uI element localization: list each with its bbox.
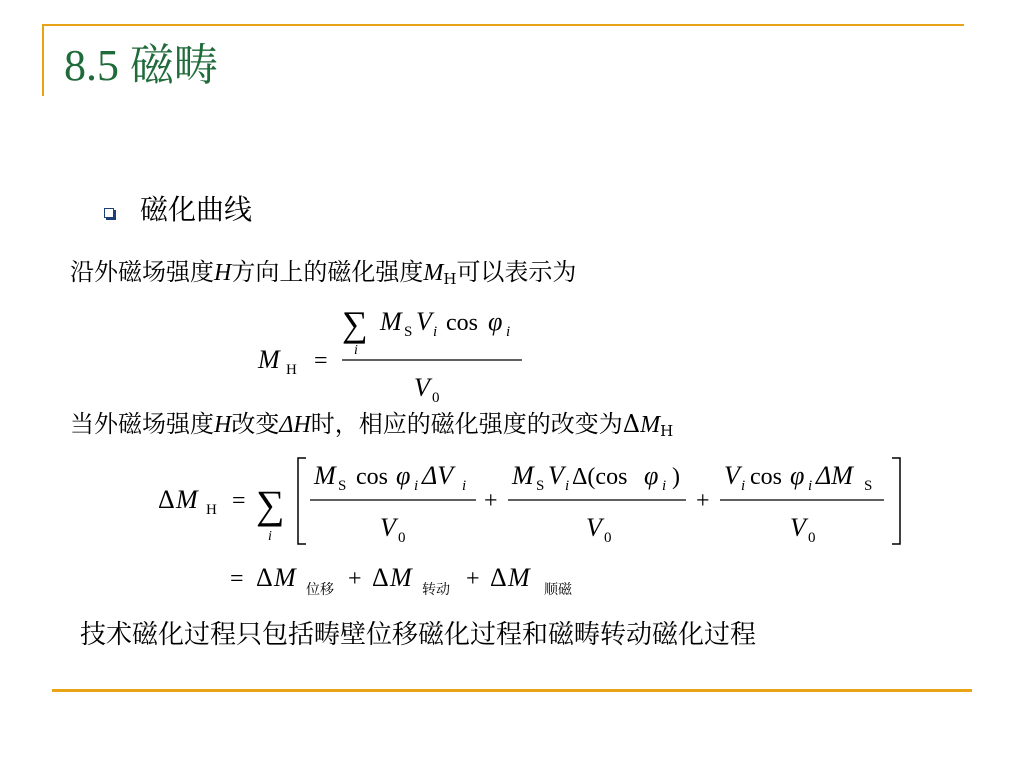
f1-den-v: V <box>414 373 430 402</box>
formula-magnetization-change <box>150 450 920 554</box>
f2-left-bracket <box>298 458 306 544</box>
f3-plus-2: + <box>466 566 480 592</box>
f3-delta-3: Δ <box>490 563 507 592</box>
f2-t3-cos: cos <box>750 464 782 490</box>
change-prefix: 当外磁场强度 <box>70 410 214 438</box>
f3-sub-paramagnetic: 顺磁 <box>544 582 572 598</box>
bullet-square-icon <box>104 208 114 218</box>
delta-h: ΔH <box>279 412 311 438</box>
f3-sub-rotation: 转动 <box>422 582 450 598</box>
f2-t3-v-sub: i <box>741 478 746 494</box>
f2-t2-v: V <box>548 461 564 490</box>
left-border-line <box>42 24 44 96</box>
f2-equals: = <box>232 488 246 514</box>
f2-t3-dm: ΔM <box>816 461 853 490</box>
f2-t2-den-v: V <box>586 513 602 542</box>
f2-lhs-m: M <box>176 485 198 514</box>
f2-plus-1: + <box>484 488 498 514</box>
f2-t2-v-sub: i <box>565 478 570 494</box>
bullet-heading: 磁化曲线 <box>140 193 253 226</box>
sub-h: H <box>443 270 457 288</box>
f2-t3-den-sub: 0 <box>808 530 816 546</box>
f2-t1-dv-sub: i <box>462 478 467 494</box>
sub-h-2: H <box>660 422 674 440</box>
f2-t1-phi-sub: i <box>414 478 419 494</box>
f2-t1-m-sub: S <box>338 478 347 494</box>
delta-symbol: Δ <box>622 410 641 438</box>
bottom-border-line <box>52 689 972 692</box>
f2-t3-phi: φ <box>790 461 805 490</box>
f3-equals: = <box>230 566 244 592</box>
f2-t3-den-v: V <box>790 513 806 542</box>
f1-phi-sub: i <box>506 324 511 340</box>
var-h-2: H <box>214 412 232 438</box>
f2-t3-v: V <box>724 461 740 490</box>
f2-t1-den-sub: 0 <box>398 530 406 546</box>
slide-title: 8.5 磁畴 <box>64 41 218 90</box>
formula-magnetization <box>250 292 540 404</box>
top-border-line <box>42 24 964 26</box>
f2-t1-phi: φ <box>396 461 411 490</box>
f2-t2-den-sub: 0 <box>604 530 612 546</box>
f2-t2-m-sub: S <box>536 478 545 494</box>
f1-sum-index: i <box>354 343 358 358</box>
f2-lhs-delta: Δ <box>158 485 175 514</box>
f1-cos: cos <box>446 310 478 336</box>
f1-equals: = <box>314 348 328 374</box>
f2-t1-cos: cos <box>356 464 388 490</box>
change-middle: 改变 <box>231 410 280 438</box>
f2-t2-phi: φ <box>644 461 659 490</box>
f2-sum-sign: ∑ <box>256 482 285 527</box>
f1-lhs-m: M <box>258 345 280 374</box>
f1-lhs-sub: H <box>286 362 297 378</box>
f2-t2-m: M <box>512 461 534 490</box>
f1-num-m: M <box>380 307 402 336</box>
intro-suffix: 可以表示为 <box>456 258 577 286</box>
var-h: H <box>214 260 232 286</box>
f3-m-2: M <box>390 563 412 592</box>
f2-t3-phi-sub: i <box>808 478 813 494</box>
f3-m-1: M <box>274 563 296 592</box>
f2-sum-index: i <box>268 529 272 544</box>
f1-num-m-sub: S <box>404 324 413 340</box>
f2-t2-dcos: Δ(cos <box>572 464 628 490</box>
intro-prefix: 沿外磁场强度 <box>70 258 214 286</box>
f2-t2-phi-sub: i <box>662 478 667 494</box>
f1-num-v-sub: i <box>433 324 438 340</box>
f2-lhs-sub: H <box>206 502 217 518</box>
intro-middle: 方向上的磁化强度 <box>231 258 424 286</box>
f3-delta-2: Δ <box>372 563 389 592</box>
f2-t1-dv: ΔV <box>422 461 454 490</box>
intro-sentence <box>70 260 576 287</box>
f3-sub-displacement: 位移 <box>306 582 334 598</box>
conclusion-sentence: 技术磁化过程只包括畴壁位移磁化过程和磁畴转动磁化过程 <box>80 620 757 650</box>
formula-decomposition <box>224 556 604 602</box>
f2-plus-2: + <box>696 488 710 514</box>
f2-t2-close: ) <box>672 464 680 490</box>
f1-sum-sign: ∑ <box>342 304 368 344</box>
var-m: M <box>423 260 444 286</box>
f2-right-bracket <box>892 458 900 544</box>
f3-plus-1: + <box>348 566 362 592</box>
change-suffix: 时，相应的磁化强度的改变为 <box>310 410 623 438</box>
f3-delta-1: Δ <box>256 563 273 592</box>
f1-den-v-sub: 0 <box>432 390 440 404</box>
f2-t3-dm-sub: S <box>864 478 873 494</box>
f1-num-v: V <box>416 307 432 336</box>
change-sentence <box>70 412 673 439</box>
f2-t1-m: M <box>314 461 336 490</box>
f3-m-3: M <box>508 563 530 592</box>
f2-t1-den-v: V <box>380 513 396 542</box>
var-m-2: M <box>640 412 661 438</box>
f1-phi: φ <box>488 307 503 336</box>
